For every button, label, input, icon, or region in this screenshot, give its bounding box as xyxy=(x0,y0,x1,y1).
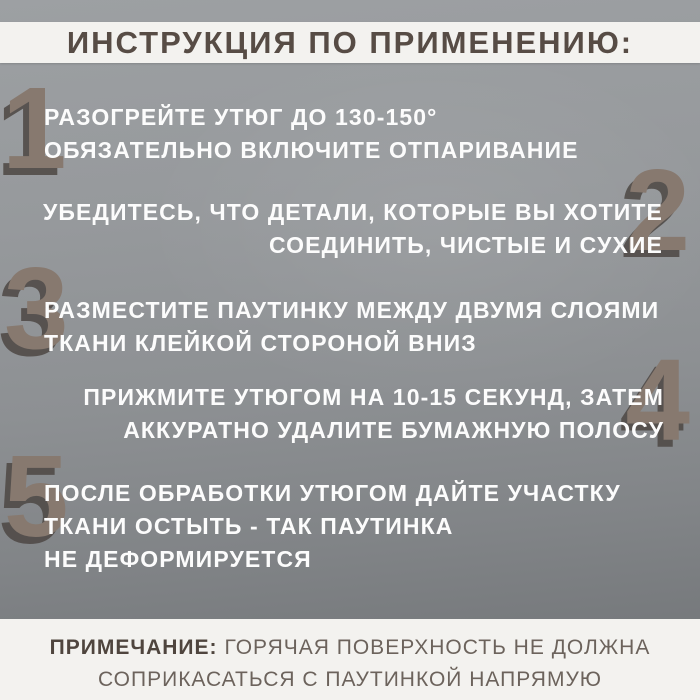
step-4-number: 4 xyxy=(625,335,690,465)
note-band xyxy=(0,619,700,700)
note-line-2: СОПРИКАСАТЬСЯ С ПАУТИНКОЙ НАПРЯМУЮ xyxy=(97,668,603,691)
step-3-line-1: РАЗМЕСТИТЕ ПАУТИНКУ МЕЖДУ ДВУМЯ СЛОЯМИ xyxy=(44,297,660,323)
step-1-text xyxy=(44,101,579,167)
step-1-line-1: РАЗОГРЕЙТЕ УТЮГ ДО 130-150° xyxy=(44,104,438,130)
step-5-number: 5 xyxy=(4,431,69,561)
page-title: ИНСТРУКЦИЯ ПО ПРИМЕНЕНИЮ: xyxy=(66,24,634,60)
step-5-line-1: ПОСЛЕ ОБРАБОТКИ УТЮГОМ ДАЙТЕ УЧАСТКУ xyxy=(44,480,621,506)
step-3-number: 3 xyxy=(4,243,69,373)
step-2-line-1: УБЕДИТЕСЬ, ЧТО ДЕТАЛИ, КОТОРЫЕ ВЫ ХОТИТЕ xyxy=(43,199,663,225)
step-5-line-3: НЕ ДЕФОРМИРУЕТСЯ xyxy=(44,546,312,572)
step-2-text xyxy=(43,196,663,262)
note-line-1 xyxy=(0,632,700,664)
step-1-line-2: ОБЯЗАТЕЛЬНО ВКЛЮЧИТЕ ОТПАРИВАНИЕ xyxy=(44,137,579,163)
step-3-text xyxy=(44,294,659,360)
step-1-number: 1 xyxy=(2,63,67,193)
step-2-number: 2 xyxy=(625,145,690,275)
step-3-line-2: ТКАНИ КЛЕЙКОЙ СТОРОНОЙ ВНИЗ xyxy=(44,330,477,356)
step-4-line-1: ПРИЖМИТЕ УТЮГОМ НА 10-15 СЕКУНД, ЗАТЕМ xyxy=(83,384,664,410)
title-band xyxy=(0,22,700,63)
step-5-text xyxy=(44,477,621,576)
step-4-text xyxy=(83,381,664,447)
note-text-1: ГОРЯЧАЯ ПОВЕРХНОСТЬ НЕ ДОЛЖНА xyxy=(224,636,651,659)
step-4-line-2: АККУРАТНО УДАЛИТЕ БУМАЖНУЮ ПОЛОСУ xyxy=(123,417,664,443)
note-label: ПРИМЕЧАНИЕ: xyxy=(49,636,218,659)
step-2-line-2: СОЕДИНИТЬ, ЧИСТЫЕ И СУХИЕ xyxy=(269,232,663,258)
step-5-line-2: ТКАНИ ОСТЫТЬ - ТАК ПАУТИНКА xyxy=(44,513,454,539)
